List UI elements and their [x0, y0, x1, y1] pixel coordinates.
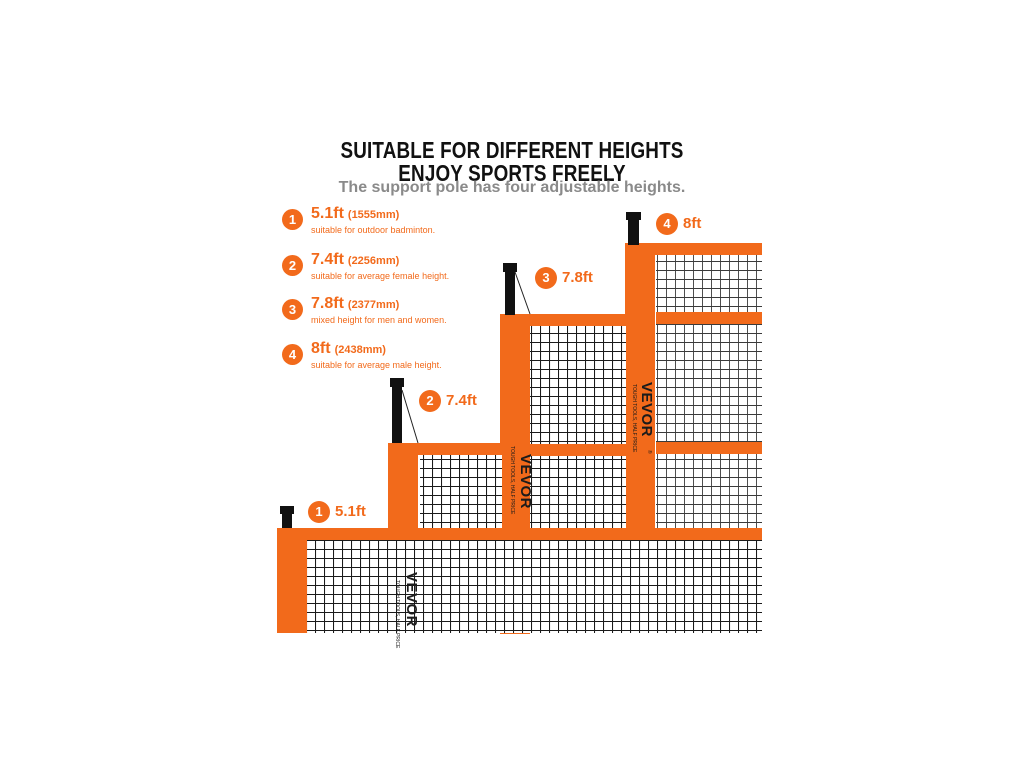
- brand-logo: VEVOR: [403, 572, 420, 628]
- spec-height-feet: 5.1ft: [311, 205, 344, 222]
- spec-height-feet: 8ft: [311, 340, 331, 357]
- number-badge: 4: [282, 344, 303, 365]
- number-badge: 3: [282, 299, 303, 320]
- brand-logo: VEVOR: [517, 454, 534, 510]
- spec-description: suitable for outdoor badminton.: [311, 225, 436, 235]
- headline-line-1: SUITABLE FOR DIFFERENT HEIGHTS: [340, 137, 684, 163]
- spec-height-mm: (2256mm): [347, 255, 400, 267]
- number-badge: 1: [282, 209, 303, 230]
- spec-height-feet: 7.8ft: [311, 295, 344, 312]
- callout-label: 5.1ft: [335, 503, 366, 520]
- number-badge: 3: [535, 267, 557, 289]
- spec-description: mixed height for men and women.: [311, 315, 447, 325]
- spec-height-feet: 7.4ft: [311, 251, 344, 268]
- number-badge: 2: [419, 390, 441, 412]
- headline-line-2: ENJOY SPORTS FREELY: [398, 160, 626, 186]
- number-badge: 4: [656, 213, 678, 235]
- brand-tagline: TOUGH TOOLS, HALF PRICE: [631, 384, 637, 453]
- callout-label: 8ft: [683, 215, 702, 232]
- spec-height-mm: (2438mm): [334, 344, 386, 356]
- brand-trademark: ®: [646, 450, 652, 454]
- brand-logo: VEVOR: [638, 382, 655, 438]
- number-badge: 2: [282, 255, 303, 276]
- number-badge: 1: [308, 501, 330, 523]
- spec-height-mm: (1555mm): [347, 209, 400, 221]
- spec-description: suitable for average female height.: [311, 271, 450, 281]
- subtitle: The support pole has four adjustable heights.: [338, 179, 686, 196]
- callout-label: 7.4ft: [446, 392, 477, 409]
- spec-description: suitable for average male height.: [311, 360, 442, 370]
- spec-height-mm: (2377mm): [347, 299, 400, 311]
- brand-tagline: TOUGH TOOLS, HALF PRICE: [394, 580, 400, 649]
- brand-tagline: TOUGH TOOLS, HALF PRICE: [509, 446, 515, 515]
- callout-label: 7.8ft: [562, 269, 593, 286]
